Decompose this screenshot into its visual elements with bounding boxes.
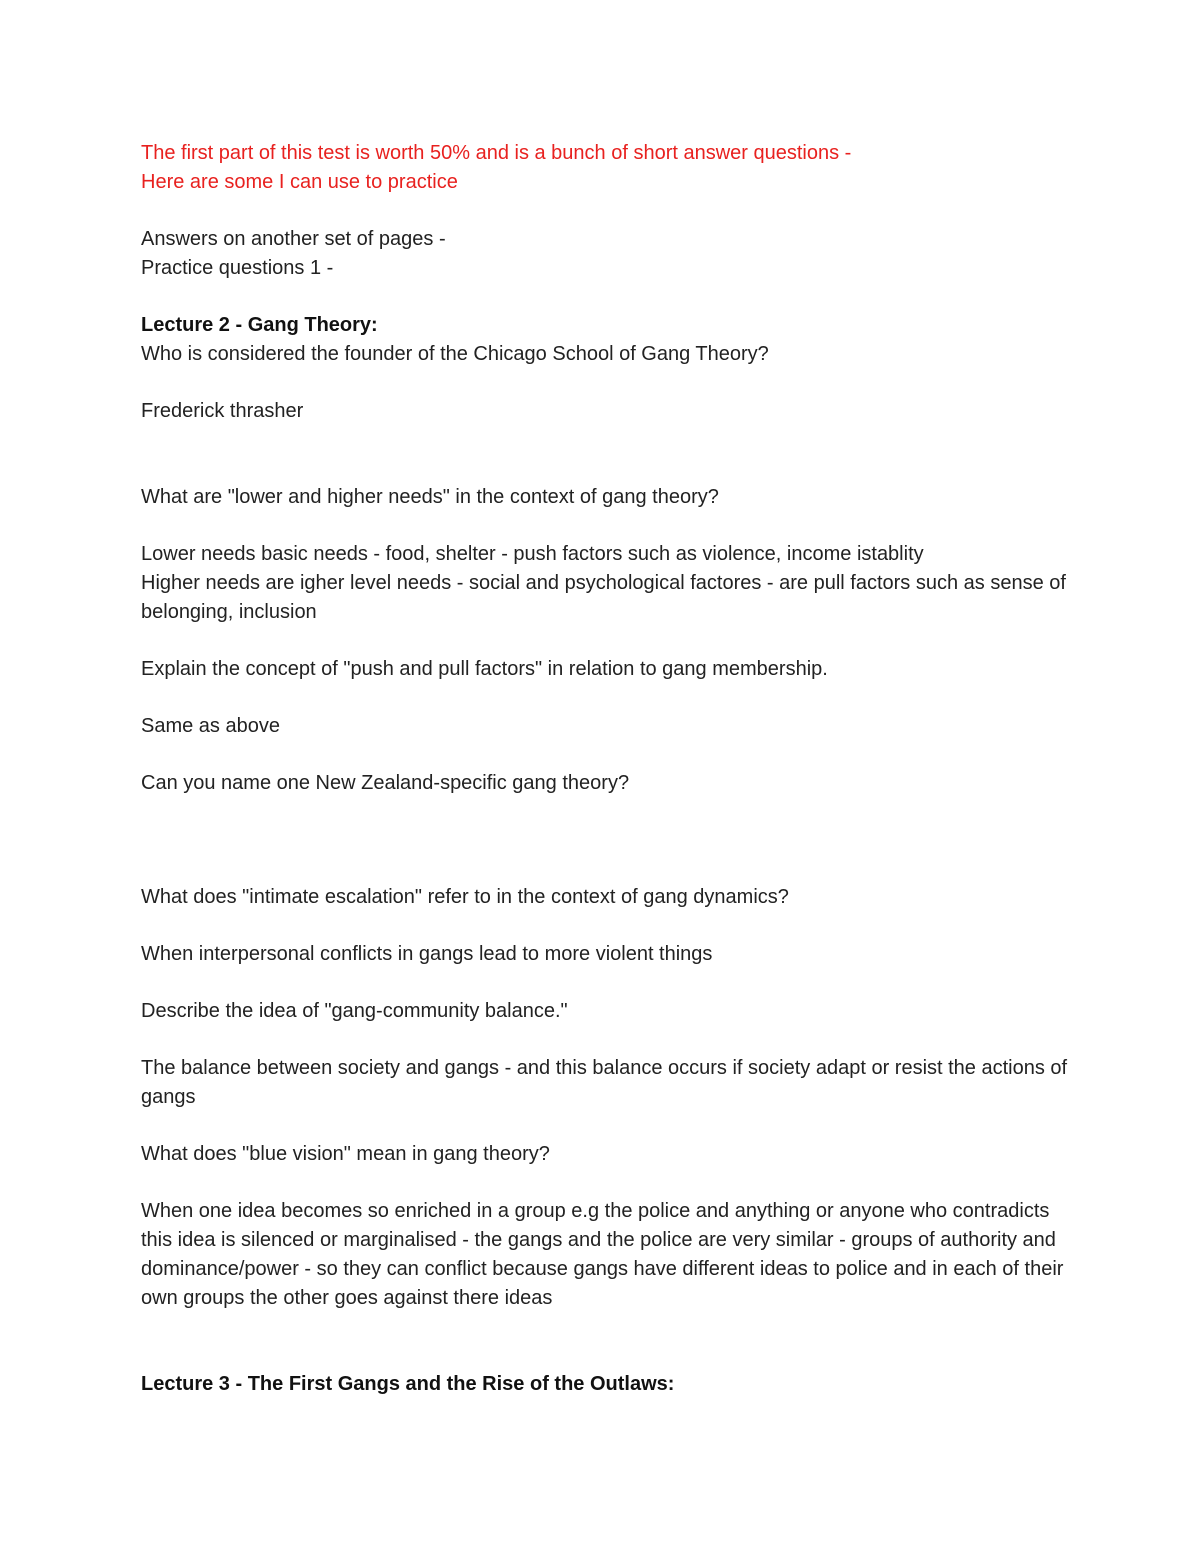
question-1: Who is considered the founder of the Chicago School of Gang Theory?	[141, 343, 769, 365]
question-7: What does "blue vision" mean in gang theory?	[141, 1143, 550, 1165]
document-body	[141, 139, 1081, 1399]
answer-2-line-2: Higher needs are igher level needs - social and psychological factores - are pull factors such as sense of belonging, inclusion	[141, 572, 1066, 623]
intro-line-2: Here are some I can use to practice	[141, 171, 458, 193]
answers-note: Answers on another set of pages -	[141, 228, 446, 250]
answer-6: The balance between society and gangs - and this balance occurs if society adapt or resist the actions of gangs	[141, 1057, 1068, 1108]
answer-7: When one idea becomes so enriched in a group e.g the police and anything or anyone who contradicts this idea is silenced or marginalised - the gangs and the police are very similar - groups of authority and dominance/power - so they can conflict because gangs have different ideas to police and in each of their own groups the other goes against there ideas	[141, 1200, 1064, 1309]
answer-5: When interpersonal conflicts in gangs lead to more violent things	[141, 943, 713, 965]
question-3: Explain the concept of "push and pull factors" in relation to gang membership.	[141, 658, 828, 680]
question-4: Can you name one New Zealand-specific gang theory?	[141, 772, 630, 794]
answer-2-line-1: Lower needs basic needs - food, shelter - push factors such as violence, income istablity	[141, 543, 924, 565]
intro-line-1: The first part of this test is worth 50% and is a bunch of short answer questions -	[141, 142, 852, 164]
question-5: What does "intimate escalation" refer to in the context of gang dynamics?	[141, 886, 789, 908]
question-2: What are "lower and higher needs" in the context of gang theory?	[141, 486, 719, 508]
answer-3: Same as above	[141, 715, 280, 737]
practice-label: Practice questions 1 -	[141, 257, 334, 279]
question-6: Describe the idea of "gang-community balance."	[141, 1000, 568, 1022]
lecture-3-heading: Lecture 3 - The First Gangs and the Rise of the Outlaws:	[141, 1373, 675, 1395]
answer-1: Frederick thrasher	[141, 400, 304, 422]
lecture-2-heading: Lecture 2 - Gang Theory:	[141, 314, 378, 336]
